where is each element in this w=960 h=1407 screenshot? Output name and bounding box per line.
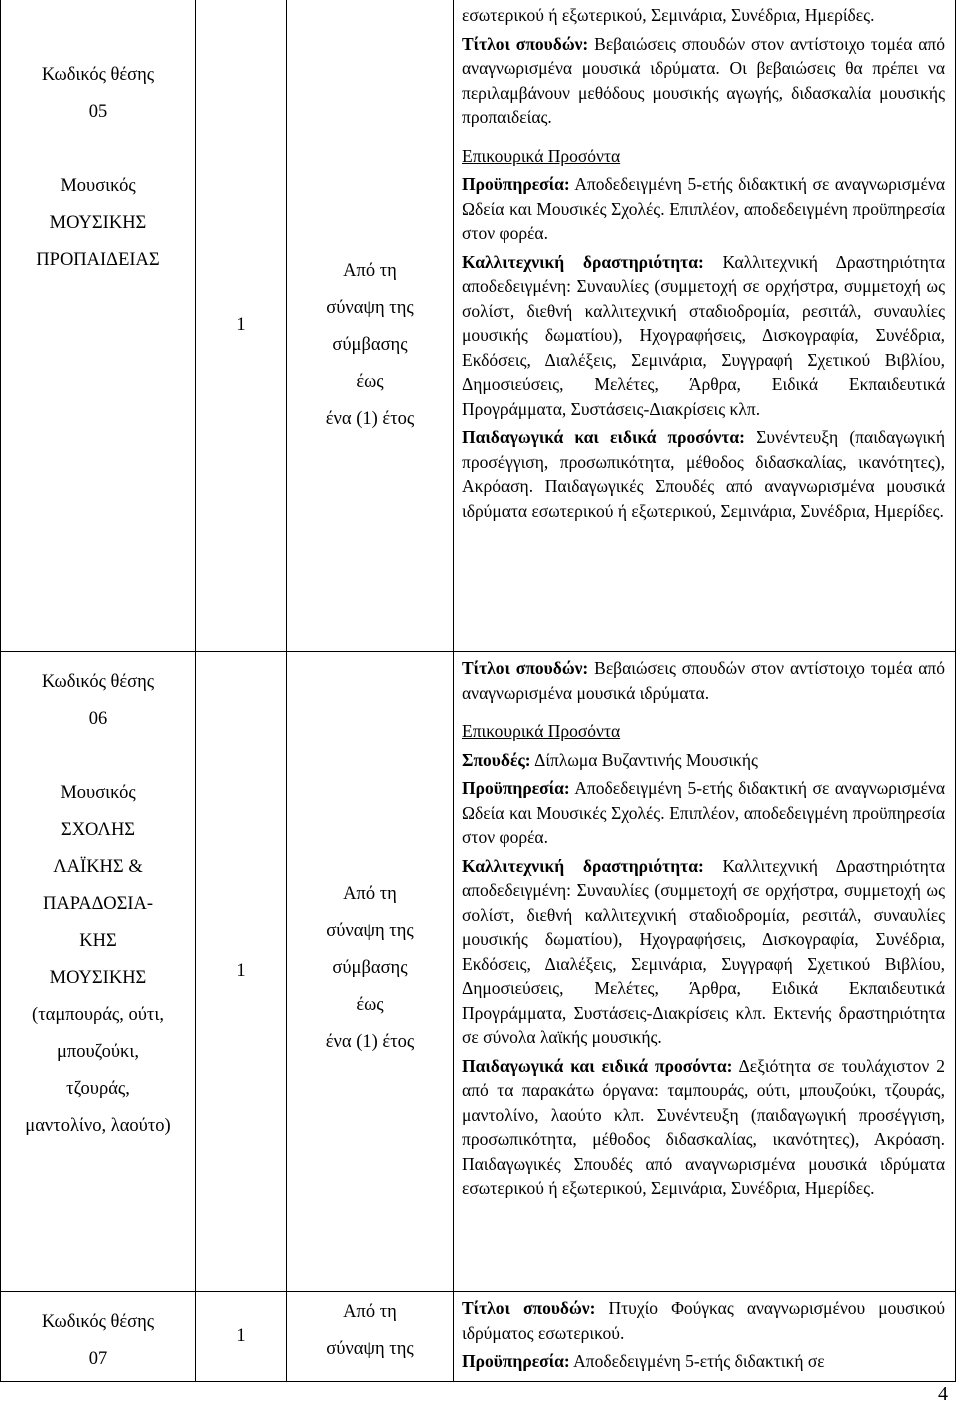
qualification-paragraph (462, 748, 945, 773)
contract-duration-cell (287, 652, 454, 1292)
contract-duration-line: Από τη (343, 261, 397, 281)
position-code-line: ΛΑΪΚΗΣ & (53, 857, 143, 877)
qualification-text: Βεβαιώσεις σπουδών στον αντίστοιχο τομέα από αναγνωρισμένα μουσικά ιδρύματα. Οι βεβαιώσεις θα πρέπει να περιλαμβάνουν μεθόδους μουσικής αγωγής, διδασκαλία μουσικής προπαιδείας. (462, 33, 946, 127)
position-code-line: μπουζούκι, (57, 1042, 139, 1062)
contract-duration-line: σύμβασης (332, 958, 408, 978)
position-code-cell (1, 0, 196, 652)
qualification-paragraph (462, 1296, 945, 1345)
position-code-line (1, 131, 195, 168)
qualification-label: Καλλιτεχνική δραστηριότητα: (462, 855, 704, 876)
qualification-paragraph (462, 3, 945, 28)
position-code-line: 07 (88, 1349, 108, 1369)
contract-duration-line: Από τη (343, 884, 397, 904)
position-code-line: Μουσικός (60, 783, 136, 803)
qualification-paragraph (462, 854, 945, 1050)
qualification-label: Προϋπηρεσία: (462, 1351, 570, 1371)
qualification-label: Παιδαγωγικά και ειδικά προσόντα: (462, 427, 745, 447)
position-code-line: Μουσικός (60, 176, 136, 196)
position-code-line: Κωδικός θέσης (41, 672, 155, 692)
contract-duration-line: ένα (1) έτος (325, 409, 415, 429)
qualification-text: Αποδεδειγμένη 5-ετής διδακτική σε (573, 1351, 825, 1371)
qualifications-cell (454, 1292, 956, 1382)
qualification-paragraph (462, 656, 945, 705)
position-code-line: ΜΟΥΣΙΚΗΣ (49, 968, 147, 988)
qualification-paragraph (462, 250, 945, 422)
contract-duration-cell (287, 0, 454, 652)
contract-duration-line: σύναψη της (326, 1339, 414, 1359)
position-code-line: 06 (88, 709, 108, 729)
qualification-text: Δεξιότητα σε τουλάχιστον 2 από τα παρακάτω όργανα: ταμπουράς, ούτι, μπουζούκι, τζουράς, μαντολίνο, λαούτο κλπ. Συνέντευξη (παιδαγωγική προσέγγιση, προσωπικότητα, μέθοδος διδασκαλίας, ικανότητες), Ακρόαση. Παιδαγωγικές Σπουδές από αναγνωρισμένα μουσικά ιδρύματα εσωτερικού ή εξωτερικού, Σεμινάρια, Συνέδρια, Ημερίδες. (462, 1055, 945, 1198)
position-code-line: ΚΗΣ (79, 931, 117, 951)
position-count-cell (196, 0, 287, 652)
section-heading (462, 144, 945, 169)
qualification-label: Προϋπηρεσία: (462, 778, 570, 798)
qualification-text: εσωτερικού ή εξωτερικού, Σεμινάρια, Συνέδρια, Ημερίδες. (462, 5, 875, 25)
section-heading (462, 719, 945, 744)
position-code-line: ΠΡΟΠΑΙΔΕΙΑΣ (36, 250, 160, 270)
qualification-text: Πτυχίο Φούγκας αναγνωρισμένου μουσικού ιδρύματος εσωτερικού. (462, 1298, 945, 1343)
position-code-cell (1, 1292, 196, 1382)
qualification-text: Δίπλωμα Βυζαντινής Μουσικής (534, 749, 758, 770)
position-code-line: Κωδικός θέσης (41, 1312, 155, 1332)
qualification-text: Αποδεδειγμένη 5-ετής διδακτική σε αναγνωρισμένα Ωδεία και Μουσικές Σχολές. Επιπλέον, αποδεδειγμένη προϋπηρεσία στον φορέα. (462, 778, 945, 847)
position-code-line: 05 (88, 102, 108, 122)
contract-duration-cell (287, 1292, 454, 1382)
position-code-line: Κωδικός θέσης (41, 65, 155, 85)
contract-duration-line: Από τη (343, 1302, 397, 1322)
position-count-cell (196, 1292, 287, 1382)
qualification-label: Τίτλοι σπουδών: (462, 658, 589, 678)
contract-duration-line: σύμβασης (332, 335, 408, 355)
position-count-cell (196, 652, 287, 1292)
position-row (1, 0, 956, 652)
qualification-text: Καλλιτεχνική Δραστηριότητα αποδεδειγμένη: Συναυλίες (συμμετοχή σε ορχήστρα, συμμετοχή ως σολίστ, διεθνή καλλιτεχνική σταδιοδρομία, ρεσιτάλ, συναυλίες μουσικής δωματίου), Ηχογραφήσεις, Δισκογραφία, Συνέδρια, Εκδόσεις, Διαλέξεις, Σεμινάρια, Συγγραφή Σχετικού Βιβλίου, Δημοσιεύσεις, Μελέτες, Άρθρα, Ειδικά Εκπαιδευτικά Προγράμματα, Συστάσεις-Διακρίσεις κλπ. (462, 251, 945, 419)
qualification-paragraph (462, 1054, 945, 1201)
section-heading-text: Επικουρικά Προσόντα (462, 145, 621, 166)
qualification-text: Συνέντευξη (παιδαγωγική προσέγγιση, προσωπικότητα, μέθοδος διδασκαλίας, ικανότητες), Ακρόαση. Παιδαγωγικές Σπουδές από αναγνωρισμένα μουσικά ιδρύματα εσωτερικού ή εξωτερικού, Σεμινάρια, Συνέδρια, Ημερίδες. (462, 427, 946, 521)
qualification-paragraph (462, 1349, 945, 1374)
position-code-line: τζουράς, (66, 1079, 130, 1099)
qualification-text: Καλλιτεχνική Δραστηριότητα αποδεδειγμένη: Συναυλίες (συμμετοχή σε ορχήστρα, συμμετοχή ως σολίστ, διεθνή καλλιτεχνική σταδιοδρομία, ρεσιτάλ, συναυλίες μουσικής δωματίου), Ηχογραφήσεις, Δισκογραφία, Συνέδρια, Εκδόσεις, Διαλέξεις, Σεμινάρια, Συγγραφή Σχετικού Βιβλίου, Δημοσιεύσεις, Μελέτες, Άρθρα, Ειδικά Εκπαιδευτικά Προγράμματα, Συστάσεις-Διακρίσεις κλπ. Εκτενής δραστηριότητα σε σύνολα λαϊκής μουσικής. (462, 855, 945, 1047)
contract-duration-line: σύναψη της (326, 298, 414, 318)
contract-duration-line: σύναψη της (326, 921, 414, 941)
position-code-line: ΣΧΟΛΗΣ (60, 820, 136, 840)
qualifications-cell (454, 652, 956, 1292)
qualification-label: Παιδαγωγικά και ειδικά προσόντα: (462, 1055, 733, 1076)
qualification-paragraph (462, 172, 945, 246)
qualifications-cell (454, 0, 956, 652)
position-code-line: ΜΟΥΣΙΚΗΣ (49, 213, 147, 233)
position-code-line (1, 738, 195, 775)
qualification-label: Σπουδές: (462, 749, 531, 770)
position-count: 1 (236, 961, 246, 981)
position-count: 1 (236, 314, 246, 335)
position-code-line: (ταμπουράς, ούτι, (32, 1005, 164, 1025)
qualification-label: Τίτλοι σπουδών: (462, 1298, 596, 1318)
positions-table-body (1, 0, 956, 1381)
qualification-label: Καλλιτεχνική δραστηριότητα: (462, 251, 704, 272)
qualification-paragraph (462, 425, 945, 523)
position-code-cell (1, 652, 196, 1292)
page-number: 4 (938, 1383, 948, 1405)
qualification-label: Τίτλοι σπουδών: (462, 33, 589, 54)
contract-duration-line: ένα (1) έτος (325, 1032, 415, 1052)
qualification-text: Αποδεδειγμένη 5-ετής διδακτική σε αναγνωρισμένα Ωδεία και Μουσικές Σχολές. Επιπλέον, αποδεδειγμένη προϋπηρεσία στον φορέα. (462, 174, 945, 243)
qualification-text: Βεβαιώσεις σπουδών στον αντίστοιχο τομέα από αναγνωρισμένα μουσικά ιδρύματα. (462, 658, 946, 703)
contract-duration-line: έως (356, 372, 384, 392)
contract-duration-line: έως (356, 995, 384, 1015)
qualification-paragraph (462, 776, 945, 850)
qualification-paragraph (462, 32, 945, 130)
position-row (1, 652, 956, 1292)
position-code-line: ΠΑΡΑΔΟΣΙΑ- (42, 894, 154, 914)
section-heading-text: Επικουρικά Προσόντα (462, 721, 621, 741)
position-row (1, 1292, 956, 1382)
qualification-label: Προϋπηρεσία: (462, 174, 570, 194)
position-count: 1 (236, 1325, 246, 1346)
position-code-line: μαντολίνο, λαούτο) (25, 1116, 171, 1136)
